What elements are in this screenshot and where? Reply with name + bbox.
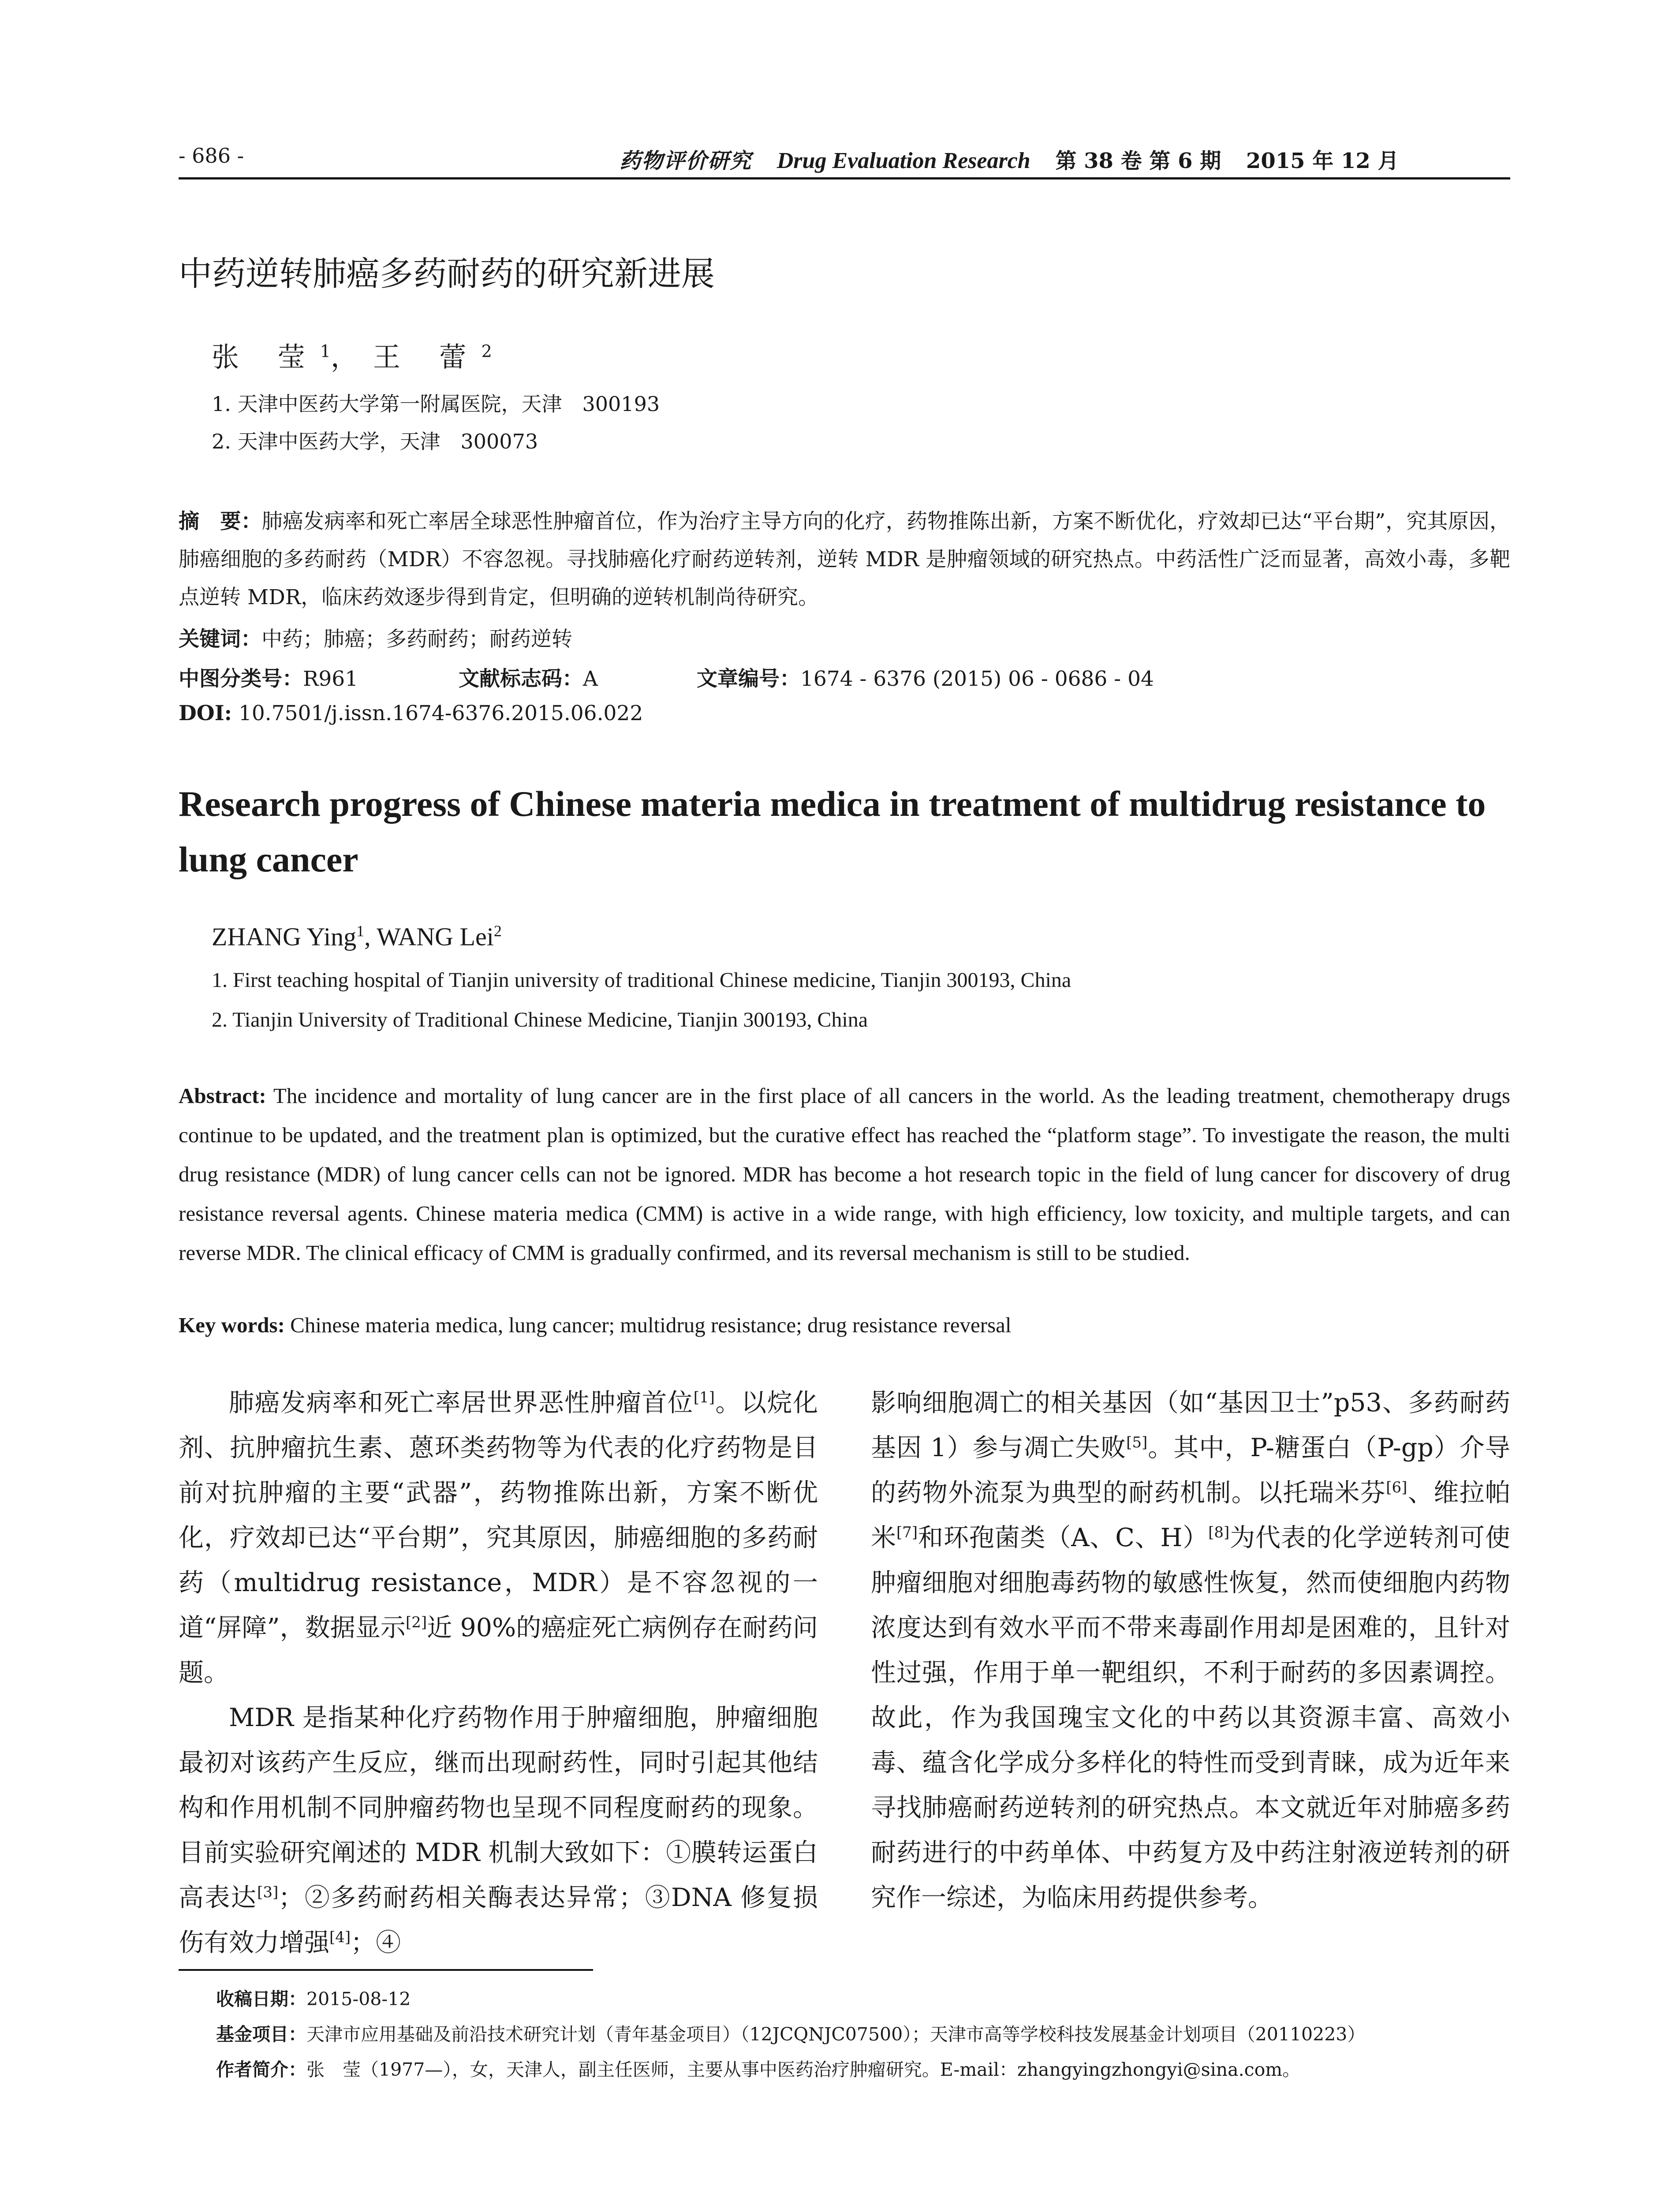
body-paragraph-2: [179, 1695, 818, 1965]
chinese-authors: [212, 335, 492, 374]
english-affiliation-1: 1. First teaching hospital of Tianjin university of traditional Chinese medicine, Tianjin 300193, China: [212, 968, 1071, 992]
body-text: ；④: [351, 1928, 401, 1957]
chinese-abstract: [179, 503, 1510, 617]
body-paragraph-2-continued: [871, 1380, 1510, 1920]
clc-value: R961: [303, 667, 358, 691]
english-author-2: WANG Lei: [377, 922, 494, 951]
english-keywords-text: Chinese materia medica, lung cancer; multidrug resistance; drug resistance reversal: [284, 1313, 1012, 1337]
received-date: 2015-08-12: [306, 1988, 411, 2010]
citation-ref[interactable]: [3]: [257, 1884, 279, 1901]
document-code-value: A: [583, 667, 598, 691]
body-text: 影响细胞凋亡的相关基因（如“基因卫士”p53、多药耐药基因 1）参与凋亡失败: [871, 1388, 1510, 1462]
body-text: 为代表的化学逆转剂可使肿瘤细胞对细胞毒药物的敏感性恢复，然而使细胞内药物浓度达到有效水平而不带来毒副作用却是困难的，且针对性过强，作用于单一靶组织，不利于耐药的多因素调控。故此，作为我国瑰宝文化的中药以其资源丰富、高效小毒、蕴含化学成分多样化的特性而受到青睐，成为近年来寻找肺癌耐药逆转剂的研究热点。本文就近年对肺癌多药耐药进行的中药单体、中药复方及中药注射液逆转剂的研究作一综述，为临床用药提供参考。: [871, 1523, 1511, 1912]
english-abstract: [179, 1076, 1510, 1272]
doi-line: [179, 701, 643, 725]
citation-ref[interactable]: [6]: [1386, 1479, 1407, 1496]
volume-issue: 第 38 卷 第 6 期: [1055, 149, 1221, 173]
footnote-received: [216, 1984, 411, 2011]
document-code: [459, 662, 598, 692]
chinese-author-2: 王 蕾: [373, 341, 482, 373]
english-abstract-text: The incidence and mortality of lung cancer are in the first place of all cancers in the world. As the leading treatment, chemotherapy drugs continue to be updated, and the treatment plan is optimized, but the curative effect has reached the “platform stage”. To investigate the reason, the multi drug resistance (MDR) of lung cancer cells can not be ignored. MDR has become a hot research topic in the field of lung cancer for discovery of drug resistance reversal agents. Chinese materia medica (CMM) is active in a wide range, with high efficiency, low toxicity, and multiple targets, and can reverse MDR. The clinical efficacy of CMM is gradually confirmed, and its reversal mechanism is still to be studied.: [179, 1084, 1510, 1265]
journal-masthead: [620, 144, 1399, 174]
article-number-label: 文章编号：: [697, 667, 800, 691]
body-text: 。其中，P-糖蛋白（P-gp）介导的药物外流泵为典型的耐药机制。以托瑞米芬: [871, 1433, 1510, 1507]
journal-logo: 药物评价研究: [620, 149, 752, 173]
english-abstract-label: Abstract:: [179, 1084, 266, 1108]
author-bio-label: 作者简介：: [216, 2059, 306, 2080]
chinese-keywords-label: 关键词：: [179, 627, 261, 651]
citation-ref[interactable]: [1]: [693, 1389, 715, 1406]
document-code-label: 文献标志码：: [459, 667, 583, 691]
body-text: 、维拉帕米: [871, 1478, 1511, 1552]
doi-label: DOI:: [179, 701, 232, 725]
chinese-abstract-text: 肺癌发病率和死亡率居全球恶性肿瘤首位，作为治疗主导方向的化疗，药物推陈出新，方案不断优化，疗效却已达“平台期”，究其原因，肺癌细胞的多药耐药（MDR）不容忽视。寻找肺癌化疗耐药逆转剂，逆转 MDR 是肿瘤领域的研究热点。中药活性广泛而显著，高效小毒，多靶点逆转 MDR，临床药效逐步得到肯定，但明确的逆转机制尚待研究。: [179, 509, 1510, 609]
footnote-rule: [179, 1969, 593, 1971]
citation-ref[interactable]: [8]: [1208, 1524, 1230, 1541]
body-text: 。以烷化剂、抗肿瘤抗生素、蒽环类药物等为代表的化疗药物是目前对抗肿瘤的主要“武器”，药物推陈出新，方案不断优化，疗效却已达“平台期”，究其原因，肺癌细胞的多药耐药（multidrug resistance，MDR）是不容忽视的一道“屏障”，数据显示: [179, 1388, 818, 1642]
chinese-keywords: [179, 623, 572, 652]
english-keywords: [179, 1312, 1012, 1338]
issue-date: 2015 年 12 月: [1246, 149, 1399, 173]
doi-value: 10.7501/j.issn.1674-6376.2015.06.022: [232, 701, 643, 725]
author-2-affiliation-mark: 2: [481, 341, 492, 361]
en-author-separator: ,: [364, 922, 377, 951]
chinese-keywords-text: 中药；肺癌；多药耐药；耐药逆转: [261, 627, 572, 651]
en-author-1-affiliation-mark: 1: [356, 922, 365, 940]
citation-ref[interactable]: [4]: [329, 1928, 351, 1946]
english-affiliation-2: 2. Tianjin University of Traditional Chinese Medicine, Tianjin 300193, China: [212, 1008, 868, 1031]
footnote-author: [216, 2055, 1300, 2081]
chinese-affiliation-1: 1. 天津中医药大学第一附属医院，天津 300193: [212, 392, 660, 416]
body-text: 肺癌发病率和死亡率居世界恶性肿瘤首位: [229, 1388, 694, 1417]
author-separator: ，: [330, 341, 373, 373]
page-number: - 686 -: [179, 144, 244, 168]
fund-value: 天津市应用基础及前沿技术研究计划（青年基金项目）（12JCQNJC07500）；天津市高等学校科技发展基金计划项目（20110223）: [306, 2024, 1366, 2045]
english-title: Research progress of Chinese materia medica in treatment of multidrug resistance to lung cancer: [179, 784, 1486, 879]
footnote-fund: [216, 2020, 1365, 2046]
citation-ref[interactable]: [7]: [896, 1524, 918, 1541]
body-text: MDR 是指某种化疗药物作用于肿瘤细胞，肿瘤细胞最初对该药产生反应，继而出现耐药性，同时引起其他结构和作用机制不同肿瘤药物也呈现不同程度耐药的现象。目前实验研究阐述的 MDR 机制大致如下：①膜转运蛋白高表达: [179, 1703, 818, 1912]
clc-number: [179, 667, 358, 691]
chinese-abstract-label: 摘 要：: [179, 509, 262, 534]
author-1-affiliation-mark: 1: [320, 341, 331, 361]
body-text: ；②多药耐药相关酶表达异常；③DNA 修复损伤有效力增强: [179, 1883, 818, 1957]
classification-line: [179, 662, 1154, 692]
journal-name: Drug Evaluation Research: [777, 148, 1030, 173]
received-label: 收稿日期：: [216, 1988, 306, 2010]
body-column-right: [871, 1380, 1510, 1920]
author-bio: 张 莹（1977—），女，天津人，副主任医师，主要从事中医药治疗肿瘤研究。E-mail：zhangyingzhongyi@sina.com。: [306, 2059, 1301, 2080]
en-author-2-affiliation-mark: 2: [493, 922, 502, 940]
body-text: 和环孢菌类（A、C、H）: [918, 1523, 1209, 1552]
article-number: [697, 662, 1154, 692]
chinese-affiliation-2: 2. 天津中医药大学，天津 300073: [212, 430, 538, 453]
english-author-1: ZHANG Ying: [212, 922, 357, 951]
fund-label: 基金项目：: [216, 2024, 306, 2045]
citation-ref[interactable]: [5]: [1126, 1434, 1148, 1451]
english-keywords-label: Key words:: [179, 1313, 285, 1337]
article-number-value: 1674 - 6376 (2015) 06 - 0686 - 04: [800, 667, 1154, 691]
clc-label: 中图分类号：: [179, 667, 303, 691]
body-column-left: [179, 1380, 818, 1965]
header-rule: [179, 177, 1510, 179]
chinese-title: 中药逆转肺癌多药耐药的研究新进展: [179, 254, 715, 293]
body-paragraph-1: [179, 1380, 818, 1695]
body-text: 近 90%的癌症死亡病例存在耐药问题。: [179, 1613, 818, 1687]
citation-ref[interactable]: [2]: [405, 1614, 427, 1631]
chinese-author-1: 张 莹: [212, 341, 320, 373]
english-authors: [212, 922, 502, 951]
